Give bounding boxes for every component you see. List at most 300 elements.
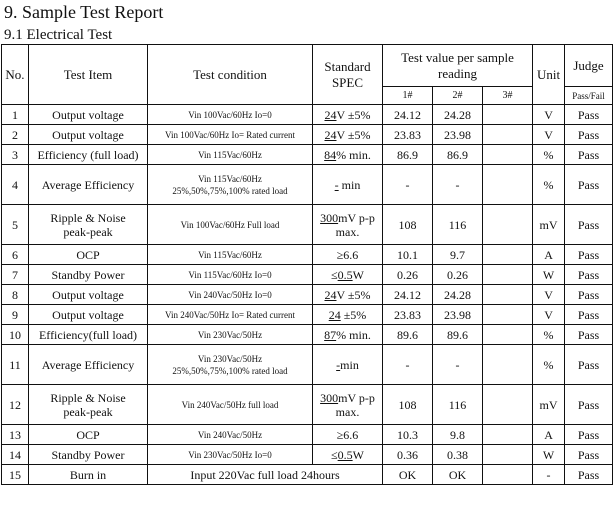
sample-3-value (483, 285, 533, 305)
spec-rest: % min. (336, 147, 371, 162)
test-condition (148, 425, 313, 445)
spec-rest: V ±5% (336, 107, 371, 122)
table-row (2, 385, 613, 425)
standard-spec (313, 165, 383, 205)
sample-1-text: 10.3 (397, 427, 418, 442)
test-item (29, 165, 148, 205)
row-number-text: 10 (9, 327, 21, 342)
row-number (2, 105, 29, 125)
header-standard-spec: Standard SPEC (313, 45, 383, 105)
spec-underlined: 24 (328, 307, 341, 322)
standard-spec (313, 345, 383, 385)
unit (533, 165, 565, 205)
test-item (29, 345, 148, 385)
test-item-text: Output voltage (52, 127, 124, 142)
judge (565, 145, 613, 165)
sample-1-value (383, 325, 433, 345)
row-number-text: 6 (12, 247, 18, 262)
sample-1-text: 24.12 (394, 287, 421, 302)
table-row (2, 245, 613, 265)
row-number-text: 14 (9, 447, 21, 462)
spec-underlined: 300 (320, 210, 339, 225)
row-number-text: 4 (12, 177, 18, 192)
sample-2-value (433, 305, 483, 325)
table-row (2, 425, 613, 445)
sample-1-text: 108 (398, 397, 417, 412)
test-condition (148, 265, 313, 285)
sample-2-text: - (455, 177, 460, 192)
sample-1-text: 23.83 (394, 307, 421, 322)
unit-text: V (544, 287, 553, 302)
judge (565, 245, 613, 265)
table-row (2, 165, 613, 205)
test-item (29, 285, 148, 305)
test-condition-text: Vin 100Vac/60Hz Io=0 (188, 109, 272, 120)
test-condition (148, 285, 313, 305)
standard-spec (313, 245, 383, 265)
sample-2-value (433, 345, 483, 385)
row-number (2, 425, 29, 445)
spec-rest: W (352, 267, 364, 282)
test-condition (148, 245, 313, 265)
test-item-text: Efficiency(full load) (38, 327, 138, 342)
unit (533, 325, 565, 345)
section-title: 9.1 Electrical Test (4, 27, 113, 43)
row-number-text: 2 (12, 127, 18, 142)
unit-text: % (543, 357, 554, 372)
sample-1-value (383, 285, 433, 305)
row-number (2, 205, 29, 245)
unit-text: W (542, 447, 555, 462)
unit-text: % (543, 177, 554, 192)
sample-2-text: 86.9 (447, 147, 468, 162)
test-item (29, 385, 148, 425)
table-row (2, 125, 613, 145)
test-condition-text: Vin 240Vac/50Hz Io=0 (188, 289, 272, 300)
sample-2-value (433, 245, 483, 265)
sample-1-value (383, 345, 433, 385)
table-row (2, 105, 613, 125)
test-condition-text: Vin 100Vac/60Hz Io= Rated current (165, 129, 295, 140)
test-condition-text: Vin 100Vac/60Hz Full load (180, 219, 280, 230)
test-condition-text: Vin 230Vac/50Hz (197, 329, 263, 340)
sample-3-value (483, 305, 533, 325)
standard-spec (313, 325, 383, 345)
table-row (2, 145, 613, 165)
row-number (2, 165, 29, 205)
test-condition (148, 205, 313, 245)
sample-1-value (383, 105, 433, 125)
sample-3-value (483, 445, 533, 465)
sample-2-value (433, 465, 483, 485)
test-condition (148, 145, 313, 165)
test-condition (148, 305, 313, 325)
sample-2-text: 0.26 (447, 267, 468, 282)
judge-text: Pass (577, 107, 600, 122)
standard-spec (313, 425, 383, 445)
test-item (29, 305, 148, 325)
sample-1-text: - (405, 177, 410, 192)
judge (565, 165, 613, 205)
test-item (29, 245, 148, 265)
electrical-test-table (1, 44, 613, 485)
judge (565, 385, 613, 425)
test-condition (148, 325, 313, 345)
test-item-text: Standby Power (51, 447, 125, 462)
judge-text: Pass (577, 287, 600, 302)
sample-1-value (383, 205, 433, 245)
unit (533, 305, 565, 325)
sample-2-text: OK (448, 467, 467, 482)
sample-3-value (483, 125, 533, 145)
sample-1-text: 86.9 (397, 147, 418, 162)
sample-2-value (433, 105, 483, 125)
judge (565, 265, 613, 285)
test-item-text: OCP (76, 247, 100, 262)
judge (565, 125, 613, 145)
row-number (2, 445, 29, 465)
judge-text: Pass (577, 307, 600, 322)
row-number-text: 7 (12, 267, 18, 282)
row-number-text: 15 (9, 467, 21, 482)
sample-2-value (433, 325, 483, 345)
table-row (2, 205, 613, 245)
test-item-line2: peak-peak (63, 224, 113, 239)
judge (565, 105, 613, 125)
row-number-text: 5 (12, 217, 18, 232)
row-number-text: 13 (9, 427, 21, 442)
sample-1-value (383, 265, 433, 285)
row-number-text: 12 (9, 397, 21, 412)
test-condition-text: Vin 240Vac/50Hz Io= Rated current (165, 309, 295, 320)
test-item-text: Average Efficiency (41, 357, 135, 372)
sample-1-text: 23.83 (394, 127, 421, 142)
row-number (2, 265, 29, 285)
header-no: No. (2, 45, 29, 105)
sample-1-text: 108 (398, 217, 417, 232)
row-number (2, 245, 29, 265)
test-condition (148, 345, 313, 385)
row-number (2, 285, 29, 305)
sample-2-text: 0.38 (447, 447, 468, 462)
judge (565, 285, 613, 305)
row-number-text: 9 (12, 307, 18, 322)
sample-1-text: 89.6 (397, 327, 418, 342)
sample-1-value (383, 145, 433, 165)
table-row (2, 325, 613, 345)
unit-text: V (544, 107, 553, 122)
sample-1-value (383, 445, 433, 465)
judge-text: Pass (577, 447, 600, 462)
spec-rest: V ±5% (336, 127, 371, 142)
spec-underlined: 24 (324, 127, 337, 142)
judge-text: Pass (577, 247, 600, 262)
test-item-text: OCP (76, 427, 100, 442)
sample-2-text: 89.6 (447, 327, 468, 342)
test-item (29, 265, 148, 285)
sample-2-text: 23.98 (444, 127, 471, 142)
sample-2-value (433, 445, 483, 465)
test-item-text: Output voltage (52, 307, 124, 322)
test-item (29, 125, 148, 145)
test-item-text: Average Efficiency (41, 177, 135, 192)
sample-1-value (383, 305, 433, 325)
header-test-item: Test Item (29, 45, 148, 105)
report-title: 9. Sample Test Report (4, 2, 164, 22)
spec-underlined: - (334, 177, 339, 192)
test-condition-text: Vin 115Vac/60Hz (198, 149, 262, 160)
sample-2-text: 9.7 (450, 247, 465, 262)
header-judge: Judge (565, 45, 613, 87)
unit-text: V (544, 127, 553, 142)
spec-rest: mV p-p (338, 210, 375, 225)
test-condition-text: Vin 230Vac/50Hz Io=0 (188, 449, 272, 460)
sample-2-value (433, 425, 483, 445)
test-item-text: Standby Power (51, 267, 125, 282)
row-number (2, 385, 29, 425)
unit (533, 205, 565, 245)
judge (565, 345, 613, 385)
spec-prefix: ≤ (331, 267, 338, 282)
row-number (2, 125, 29, 145)
test-condition (148, 165, 313, 205)
unit-text: W (542, 267, 555, 282)
sample-1-text: 0.26 (397, 267, 418, 282)
unit-text: A (544, 247, 553, 262)
spec-rest: min (340, 357, 359, 372)
spec-underlined: 24 (324, 287, 337, 302)
sample-2-value (433, 165, 483, 205)
judge (565, 425, 613, 445)
sample-1-text: 0.36 (397, 447, 418, 462)
test-condition-text: Vin 240Vac/50Hz (197, 429, 263, 440)
sample-1-value (383, 245, 433, 265)
sample-1-text: 10.1 (397, 247, 418, 262)
test-condition-text: Vin 115Vac/60Hz (198, 249, 262, 260)
test-item (29, 425, 148, 445)
unit-text: % (543, 327, 554, 342)
judge-text: Pass (577, 177, 600, 192)
test-condition-line2: 25%,50%,75%,100% rated load (172, 365, 288, 376)
sample-1-value (383, 385, 433, 425)
table-row (2, 285, 613, 305)
spec-prefix: ≤ (331, 447, 338, 462)
sample-2-text: 9.8 (450, 427, 465, 442)
test-condition-merged (148, 465, 383, 485)
table-row (2, 265, 613, 285)
header-sample-3: 3# (483, 87, 533, 105)
sample-1-text: 24.12 (394, 107, 421, 122)
spec-underlined: 0.5 (337, 267, 353, 282)
spec-rest: mV p-p (338, 390, 375, 405)
test-item-text: Burn in (69, 467, 107, 482)
test-condition (148, 105, 313, 125)
spec-rest: V ±5% (336, 287, 371, 302)
test-condition-line1: Vin 115Vac/60Hz (198, 173, 262, 184)
standard-spec (313, 205, 383, 245)
sample-2-text: 116 (448, 217, 467, 232)
unit (533, 285, 565, 305)
sample-3-value (483, 145, 533, 165)
test-item-line1: Ripple & Noise (50, 390, 126, 405)
row-number-text: 1 (12, 107, 18, 122)
sample-2-value (433, 265, 483, 285)
header-test-condition: Test condition (148, 45, 313, 105)
test-condition (148, 385, 313, 425)
unit (533, 465, 565, 485)
spec-underlined: 0.5 (337, 447, 353, 462)
test-item (29, 465, 148, 485)
unit (533, 445, 565, 465)
spec-line2: max. (335, 404, 360, 419)
sample-1-text: - (405, 357, 410, 372)
header-sample-1: 1# (383, 87, 433, 105)
test-item (29, 325, 148, 345)
spec-text: ≥6.6 (336, 247, 359, 262)
test-item-text: Output voltage (52, 107, 124, 122)
judge-text: Pass (577, 127, 600, 142)
unit-text: V (544, 307, 553, 322)
row-number (2, 325, 29, 345)
unit (533, 425, 565, 445)
sample-1-value (383, 425, 433, 445)
unit (533, 245, 565, 265)
sample-3-value (483, 385, 533, 425)
row-number (2, 345, 29, 385)
judge-text: Pass (577, 357, 600, 372)
standard-spec (313, 445, 383, 465)
unit-text: % (543, 147, 554, 162)
sample-3-value (483, 245, 533, 265)
table-row (2, 465, 613, 485)
test-item-line2: peak-peak (63, 404, 113, 419)
row-number (2, 465, 29, 485)
sample-3-value (483, 465, 533, 485)
row-number-text: 8 (12, 287, 18, 302)
sample-1-text: OK (398, 467, 417, 482)
unit (533, 265, 565, 285)
test-item (29, 205, 148, 245)
spec-text: ≥6.6 (336, 427, 359, 442)
test-condition-line2: 25%,50%,75%,100% rated load (172, 185, 288, 196)
spec-underlined: 84 (324, 147, 337, 162)
sample-2-value (433, 205, 483, 245)
judge-text: Pass (577, 467, 600, 482)
unit-text: mV (539, 217, 558, 232)
spec-underlined: 300 (320, 390, 339, 405)
test-condition (148, 445, 313, 465)
sample-2-text: 116 (448, 397, 467, 412)
standard-spec (313, 385, 383, 425)
sample-3-value (483, 325, 533, 345)
sample-3-value (483, 425, 533, 445)
spec-rest: W (352, 447, 364, 462)
sample-2-text: 23.98 (444, 307, 471, 322)
test-condition-text: Vin 240Vac/50Hz full load (181, 399, 279, 410)
sample-3-value (483, 345, 533, 385)
header-unit: Unit (533, 45, 565, 105)
standard-spec (313, 265, 383, 285)
judge (565, 325, 613, 345)
judge-text: Pass (577, 327, 600, 342)
header-pass-fail: Pass/Fail (565, 87, 613, 105)
spec-rest: ±5% (340, 307, 367, 322)
sample-3-value (483, 265, 533, 285)
unit-text: mV (539, 397, 558, 412)
unit-text: - (546, 467, 551, 482)
sample-2-text: - (455, 357, 460, 372)
test-item (29, 105, 148, 125)
judge (565, 305, 613, 325)
table-row (2, 305, 613, 325)
judge (565, 465, 613, 485)
judge-text: Pass (577, 427, 600, 442)
test-item (29, 145, 148, 165)
sample-2-text: 24.28 (444, 287, 471, 302)
unit (533, 385, 565, 425)
sample-1-value (383, 465, 433, 485)
table-body (2, 45, 613, 485)
judge (565, 445, 613, 465)
unit-text: A (544, 427, 553, 442)
row-number (2, 305, 29, 325)
test-condition-text: Input 220Vac full load 24hours (190, 467, 340, 482)
sample-2-value (433, 125, 483, 145)
standard-spec (313, 305, 383, 325)
row-number-text: 3 (12, 147, 18, 162)
header-test-value-group: Test value per sample reading (383, 45, 533, 87)
sample-2-value (433, 385, 483, 425)
unit (533, 345, 565, 385)
sample-2-value (433, 285, 483, 305)
spec-underlined: 24 (324, 107, 337, 122)
header-row (2, 45, 613, 87)
test-item-text: Output voltage (52, 287, 124, 302)
standard-spec (313, 145, 383, 165)
table-row (2, 445, 613, 465)
spec-rest: % min. (336, 327, 371, 342)
unit (533, 125, 565, 145)
test-condition (148, 125, 313, 145)
sample-3-value (483, 165, 533, 205)
test-condition-line1: Vin 230Vac/50Hz (197, 353, 263, 364)
judge (565, 205, 613, 245)
test-condition-text: Vin 115Vac/60Hz Io=0 (188, 269, 272, 280)
header-sample-2: 2# (433, 87, 483, 105)
standard-spec (313, 285, 383, 305)
judge-text: Pass (577, 397, 600, 412)
unit (533, 105, 565, 125)
spec-underlined: - (336, 357, 341, 372)
sample-1-value (383, 165, 433, 205)
spec-line2: max. (335, 224, 360, 239)
sample-3-value (483, 105, 533, 125)
judge-text: Pass (577, 217, 600, 232)
sample-2-value (433, 145, 483, 165)
standard-spec (313, 105, 383, 125)
sample-2-text: 24.28 (444, 107, 471, 122)
sample-1-value (383, 125, 433, 145)
test-item-text: Efficiency (full load) (37, 147, 139, 162)
row-number (2, 145, 29, 165)
spec-rest: min (338, 177, 361, 192)
test-item (29, 445, 148, 465)
row-number-text: 11 (9, 357, 21, 372)
unit (533, 145, 565, 165)
sample-3-value (483, 205, 533, 245)
spec-underlined: 87 (324, 327, 337, 342)
test-item-line1: Ripple & Noise (50, 210, 126, 225)
